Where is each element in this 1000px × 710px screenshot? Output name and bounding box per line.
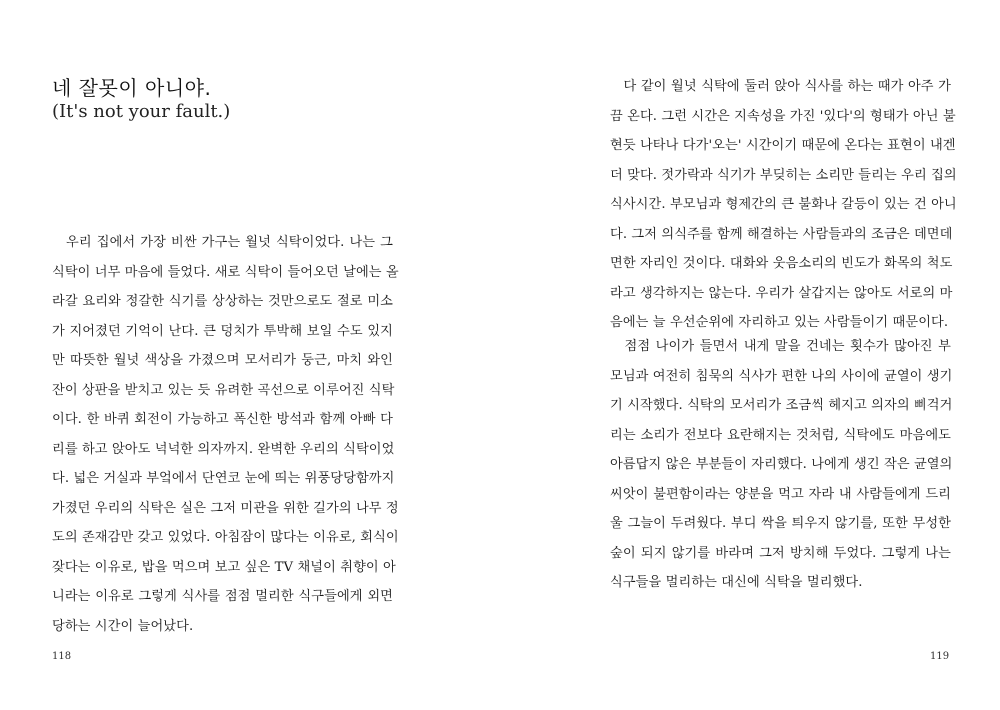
text-line: 더 맞다. 젓가락과 식기가 부딪히는 소리만 들리는 우리 집의 <box>610 167 957 183</box>
text-line: 울 그늘이 두려웠다. 부디 싹을 틔우지 않기를, 또한 무성한 <box>610 516 951 531</box>
text-line: 음에는 늘 우선순위에 자리하고 있는 사람들이기 때문이다. <box>610 315 949 330</box>
text-line: 끔 온다. 그런 시간은 지속성을 가진 '있다'의 형태가 아닌 불 <box>610 108 956 124</box>
page-number-left: 118 <box>52 651 72 662</box>
text-line: 다. 넓은 거실과 부엌에서 단연코 눈에 띄는 위풍당당함까지 <box>52 471 395 486</box>
text-line: 잦다는 이유로, 밥을 먹으며 보고 싶은 TV 채널이 취향이 아 <box>52 559 396 575</box>
text-line: 현듯 나타나 다가'오는' 시간이기 때문에 온다는 표현이 내겐 <box>610 138 956 153</box>
text-line: 점점 나이가 들면서 내게 말을 건네는 횟수가 많아진 부 <box>610 339 951 354</box>
text-line: 도의 존재감만 갖고 있었다. 아침잠이 많다는 이유로, 회식이 <box>52 530 399 545</box>
chapter-title-english: (It's not your fault.) <box>52 101 231 122</box>
right-page <box>500 0 1000 710</box>
text-line: 우리 집에서 가장 비싼 가구는 월넛 식탁이었다. 나는 그 <box>52 235 393 250</box>
chapter-title-korean: 네 잘못이 아니야. <box>52 76 212 100</box>
text-line: 만 따뜻한 월넛 색상을 가졌으며 모서리가 둥근, 마치 와인 <box>52 353 393 368</box>
text-line: 숲이 되지 않기를 바라며 그저 방치해 두었다. 그렇게 나는 <box>610 545 951 561</box>
text-line: 가졌던 우리의 식탁은 실은 그저 미관을 위한 길가의 나무 정 <box>52 500 399 516</box>
left-body-paragraph <box>52 228 399 641</box>
text-line: 면한 자리인 것이다. 대화와 웃음소리의 빈도가 화목의 척도 <box>610 256 953 271</box>
text-line: 가 지어졌던 기억이 난다. 큰 덩치가 투박해 보일 수도 있지 <box>52 323 393 339</box>
text-line: 다. 그저 의식주를 함께 해결하는 사람들과의 조금은 데면데 <box>610 226 953 242</box>
text-line: 식사시간. 부모님과 형제간의 큰 불화나 갈등이 있는 건 아니 <box>610 197 957 212</box>
right-body-paragraph-2 <box>610 332 951 598</box>
text-line: 리는 소리가 전보다 요란해지는 것처럼, 식탁에도 마음에도 <box>610 427 951 443</box>
text-line: 식탁이 너무 마음에 들었다. 새로 식탁이 들어오던 날에는 올 <box>52 264 399 280</box>
text-line: 당하는 시간이 늘어났다. <box>52 618 194 634</box>
text-line: 식구들을 멀리하는 대신에 식탁을 멀리했다. <box>610 575 863 590</box>
text-line: 라고 생각하지는 않는다. 우리가 살갑지는 않아도 서로의 마 <box>610 285 953 301</box>
text-line: 씨앗이 불편함이라는 양분을 먹고 자라 내 사람들에게 드리 <box>610 486 951 502</box>
text-line: 리를 하고 앉아도 넉넉한 의자까지. 완벽한 우리의 식탁이었 <box>52 441 395 457</box>
text-line: 니라는 이유로 그렇게 식사를 점점 멀리한 식구들에게 외면 <box>52 589 393 604</box>
text-line: 아름답지 않은 부분들이 자리했다. 나에게 생긴 작은 균열의 <box>610 457 953 472</box>
right-body-paragraph-1 <box>610 72 957 338</box>
text-line: 이다. 한 바퀴 회전이 가능하고 폭신한 방석과 함께 아빠 다 <box>52 412 393 427</box>
page-number-right: 119 <box>930 651 950 662</box>
text-line: 모님과 여전히 침묵의 식사가 편한 나의 사이에 균열이 생기 <box>610 368 953 384</box>
text-line: 기 시작했다. 식탁의 모서리가 조금씩 헤지고 의자의 삐걱거 <box>610 398 953 413</box>
text-line: 라갈 요리와 정갈한 식기를 상상하는 것만으로도 절로 미소 <box>52 294 393 309</box>
text-line: 다 같이 월넛 식탁에 둘러 앉아 식사를 하는 때가 아주 가 <box>610 79 951 94</box>
text-line: 잔이 상판을 받치고 있는 듯 유려한 곡선으로 이루어진 식탁 <box>52 382 395 398</box>
